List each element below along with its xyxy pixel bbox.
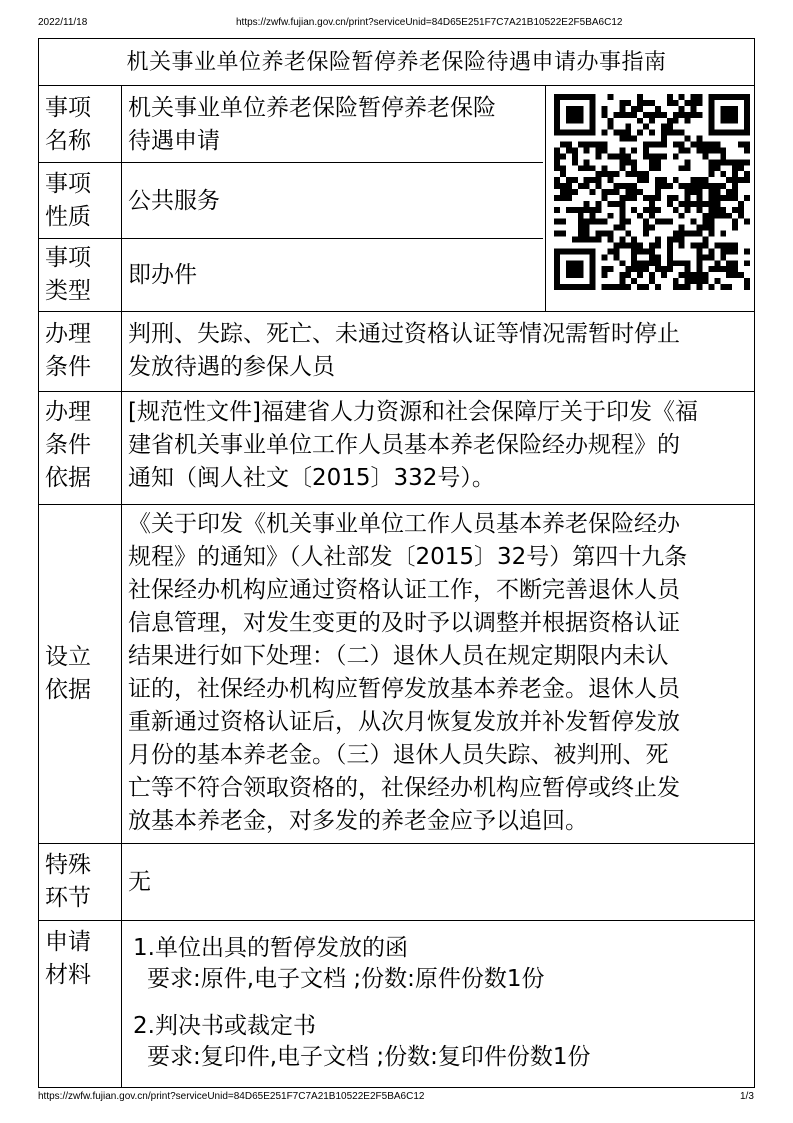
qr-code-icon — [554, 94, 750, 290]
page-number: 1/3 — [740, 1091, 754, 1102]
label-conditions-basis: 办理 条件 依据 — [39, 392, 122, 504]
row-conditions-basis — [39, 392, 754, 505]
label-conditions: 办理 条件 — [39, 312, 122, 391]
label-item-name: 事项 名称 — [39, 86, 122, 162]
row-materials — [39, 921, 754, 1088]
print-url-header: https://zwfw.fujian.gov.cn/print?serviceUnid=84D65E251F7C7A21B10522E2F5BA6C12 — [236, 17, 623, 28]
label-legal-basis: 设立 依据 — [39, 505, 122, 843]
value-item-name: 机关事业单位养老保险暂停养老保险 待遇申请 — [128, 95, 496, 154]
value-item-nature: 公共服务 — [128, 188, 220, 214]
row-item-type — [39, 239, 543, 312]
label-materials: 申请 材料 — [39, 921, 122, 1088]
row-item-name — [39, 86, 543, 163]
value-legal-basis: 《关于印发《机关事业单位工作人员基本养老保险经办 规程》的通知》（人社部发〔2015〕32号）第四十九条 社保经办机构应通过资格认证工作，不断完善退休人员 信息管理，对发生变更的及时予以调整并根据资格认证 结果进行如下处理：（二）退休人员在规定期限内未认 证的，社保经办机构应暂停发放基本养老金。退休人员 重新通过资格认证后，从次月恢复发放并补发暂停发放 月份的基本养老金。（三）退休人员失踪、被判刑、死 亡等不符合领取资格的，社保经办机构应暂停或终止发 放基本养老金，对多发的养老金应予以追回。 — [128, 511, 688, 834]
value-conditions: 判刑、失踪、死亡、未通过资格认证等情况需暂时停止 发放待遇的参保人员 — [128, 321, 680, 380]
page-title: 机关事业单位养老保险暂停养老保险待遇申请办事指南 — [39, 39, 754, 86]
row-conditions — [39, 312, 754, 392]
row-special-step — [39, 844, 754, 921]
row-legal-basis — [39, 505, 754, 844]
qr-cell — [545, 86, 755, 312]
print-url-footer: https://zwfw.fujian.gov.cn/print?serviceUnid=84D65E251F7C7A21B10522E2F5BA6C12 — [38, 1091, 425, 1102]
value-conditions-basis: [规范性文件]福建省人力资源和社会保障厅关于印发《福 建省机关事业单位工作人员基本养老保险经办规程》的 通知（闽人社文〔2015〕332号）。 — [128, 399, 698, 491]
label-special-step: 特殊 环节 — [39, 844, 122, 920]
value-item-type: 即办件 — [128, 262, 197, 288]
label-item-nature: 事项 性质 — [39, 163, 122, 238]
material-item: 1.单位出具的暂停发放的函 要求:原件,电子文档 ;份数:原件份数1份 — [133, 935, 545, 992]
label-item-type: 事项 类型 — [39, 239, 122, 312]
value-special-step: 无 — [128, 869, 151, 895]
material-item: 2.判决书或裁定书 要求:复印件,电子文档 ;份数:复印件份数1份 — [133, 1013, 591, 1070]
row-item-nature — [39, 163, 543, 239]
print-date: 2022/11/18 — [38, 17, 88, 28]
service-guide-table — [38, 38, 755, 1088]
